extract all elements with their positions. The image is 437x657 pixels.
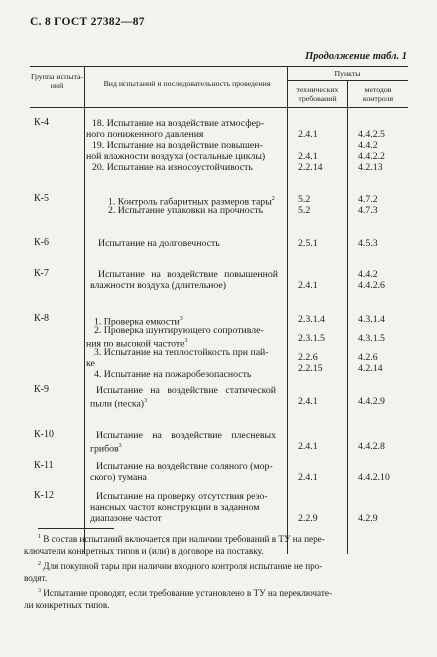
k7-line-1: Испытание на воздействие повышенной [98,269,278,280]
k9-line-2: пыли (песка)$^3$ [90,398,148,410]
k11-tech-1: 2.4.1 [298,472,318,483]
k4-tech-1: 2.4.1 [298,129,318,140]
k12-tech-1: 2.2.9 [298,513,318,524]
k9-line-1: Испытание на воздействие статической [96,385,276,396]
k7-method-2: 4.4.2.6 [358,280,385,291]
k6-line-1: Испытание на долговечность [98,238,220,249]
footnote-3-cont: ли конкретных типов. [24,600,110,611]
k8-line-6: 4. Испытание на пожаробезопасность [94,369,252,380]
k8-line-5: ке [86,358,95,369]
footnote-1-cont: ключатели конкретных типов и (или) в договоре на поставку. [24,546,264,557]
k7-tech-1: 2.4.1 [298,280,318,291]
header-points: Пункты [334,69,361,78]
footnote-1: $^1$ В состав испытаний включается при наличии требований в ТУ на пере- [38,534,325,545]
k5-tech-2: 5.2 [298,205,311,216]
k4-tech-3: 2.2.14 [298,162,323,173]
footnotes [24,531,414,612]
footnote-divider [38,528,114,529]
k8-tech-4: 2.2.15 [298,363,323,374]
k4-method-1: 4.4.2.5 [358,129,385,140]
k4-method-4: 4.2.13 [358,162,383,173]
group-k4: К-4 [34,117,49,128]
k8-method-4: 4.2.14 [358,363,383,374]
k5-line-1: 1. Контроль габаритных размеров тары$^2$ [108,196,275,208]
k8-tech-1: 2.3.1.4 [298,314,325,325]
k5-tech-1: 5.2 [298,194,311,205]
group-k7: К-7 [34,268,49,279]
k4-line-4: ной влажности воздуха (остальные циклы) [86,151,266,162]
k8-line-3: ния по высокой частоте$^3$ [86,338,188,350]
footnote-2: $^2$ Для покупной тары при наличии входного контроля испытание не про- [38,560,323,571]
k8-method-3: 4.2.6 [358,352,378,363]
k6-tech-1: 2.5.1 [298,238,318,249]
k11-line-1: Испытание на воздействие соляного (мор- [96,461,273,472]
k8-tech-2: 2.3.1.5 [298,333,325,344]
k4-line-5: 20. Испытание на износоустойчивость [92,162,253,173]
table-continuation-label: Продолжение табл. 1 [305,51,407,62]
group-k11: К-11 [34,460,54,471]
k12-method-1: 4.2.9 [358,513,378,524]
k10-line-1: Испытание на воздействие плесневых [96,430,276,441]
k10-method-1: 4.4.2.8 [358,441,385,452]
k4-method-2: 4.4.2 [358,140,378,151]
k10-line-2: грибов$^3$ [90,443,122,455]
k4-line-3: 19. Испытание на воздействие повышен- [92,140,263,151]
k5-method-1: 4.7.2 [358,194,378,205]
k8-line-2: 2. Проверка шунтирующего сопротивле- [94,325,264,336]
header-group: Группа испыта-ний [30,72,84,90]
header-test-type: Вид испытаний и последовательность проведения [103,79,271,88]
k5-line-2: 2. Испытание упаковки на прочность [108,205,264,216]
k4-line-2: ного пониженного давления [86,129,204,140]
k11-method-1: 4.4.2.10 [358,472,390,483]
k10-tech-1: 2.4.1 [298,441,318,452]
k8-line-4: 3. Испытание на теплостойкость при пай- [94,347,269,358]
k8-method-1: 4.3.1.4 [358,314,385,325]
k12-line-3: диапазоне частот [90,513,162,524]
group-k12: К-12 [34,490,54,501]
group-k5: К-5 [34,193,49,204]
k8-tech-3: 2.2.6 [298,352,318,363]
k5-method-2: 4.7.3 [358,205,378,216]
k7-line-2: влажности воздуха (длительное) [90,280,227,291]
k7-method-1: 4.4.2 [358,269,378,280]
k6-method-1: 4.5.3 [358,238,378,249]
k9-tech-1: 2.4.1 [298,396,318,407]
header-control-methods: методов контроля [362,85,394,103]
group-k8: К-8 [34,313,49,324]
k4-tech-2: 2.4.1 [298,151,318,162]
k4-method-3: 4.4.2.2 [358,151,385,162]
k4-line-1: 18. Испытание на воздействие атмосфер- [92,118,265,129]
group-k10: К-10 [34,429,54,440]
header-tech-req: технических требований [296,85,339,103]
group-k6: К-6 [34,237,49,248]
footnote-3: $^3$ Испытание проводят, если требование установлено в ТУ на переключате- [38,587,333,598]
k8-line-1: 1. Проверка емкости$^3$ [94,316,183,328]
k9-method-1: 4.4.2.9 [358,396,385,407]
k11-line-2: ского) тумана [90,472,147,483]
k8-method-2: 4.3.1.5 [358,333,385,344]
footnote-2-cont: водят. [24,573,48,584]
k12-line-2: нансных частот конструкции в заданном [90,502,260,513]
k12-line-1: Испытание на проверку отсутствия резо- [96,491,268,502]
page-header: С. 8 ГОСТ 27382—87 [30,16,145,28]
group-k9: К-9 [34,384,49,395]
